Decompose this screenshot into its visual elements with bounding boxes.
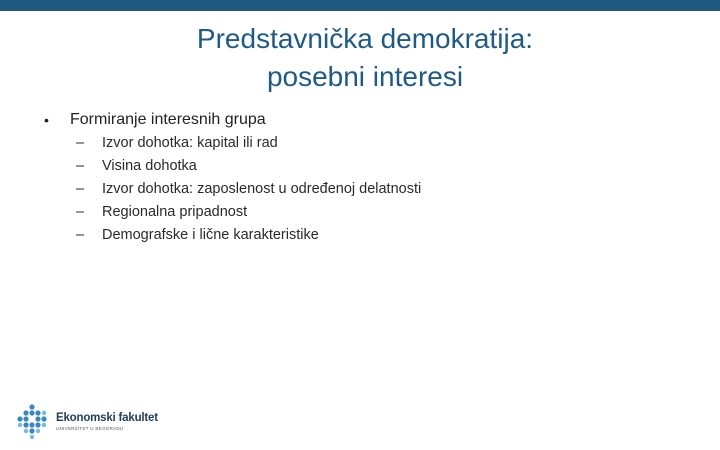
slide-title-line-1: Predstavnička demokratija: xyxy=(196,23,534,54)
dash-marker: – xyxy=(76,204,85,220)
slide-title xyxy=(0,20,720,96)
dash-marker: – xyxy=(76,181,85,197)
dash-marker: – xyxy=(76,158,85,174)
sub-bullet-text: Visina dohotka xyxy=(102,158,197,174)
logo-name: Ekonomski fakultet xyxy=(56,412,158,424)
dash-marker: – xyxy=(76,227,85,243)
faculty-logo xyxy=(16,404,156,440)
main-bullet-text: Formiranje interesnih grupa xyxy=(70,111,266,128)
logo-dots-icon xyxy=(16,404,52,440)
slide-title-line-2: posebni interesi xyxy=(266,61,464,92)
top-accent-bar xyxy=(0,0,720,11)
sub-bullet-text: Izvor dohotka: kapital ili rad xyxy=(102,135,278,151)
bullet-dot: • xyxy=(44,112,49,128)
sub-bullet-text: Regionalna pripadnost xyxy=(102,204,248,220)
logo-subtitle: UNIVERZITET U BEOGRADU xyxy=(56,426,124,431)
sub-bullet-text: Izvor dohotka: zaposlenost u određenoj delatnosti xyxy=(102,181,422,197)
dash-marker: – xyxy=(76,135,85,151)
sub-bullet-text: Demografske i lične karakteristike xyxy=(102,227,319,243)
